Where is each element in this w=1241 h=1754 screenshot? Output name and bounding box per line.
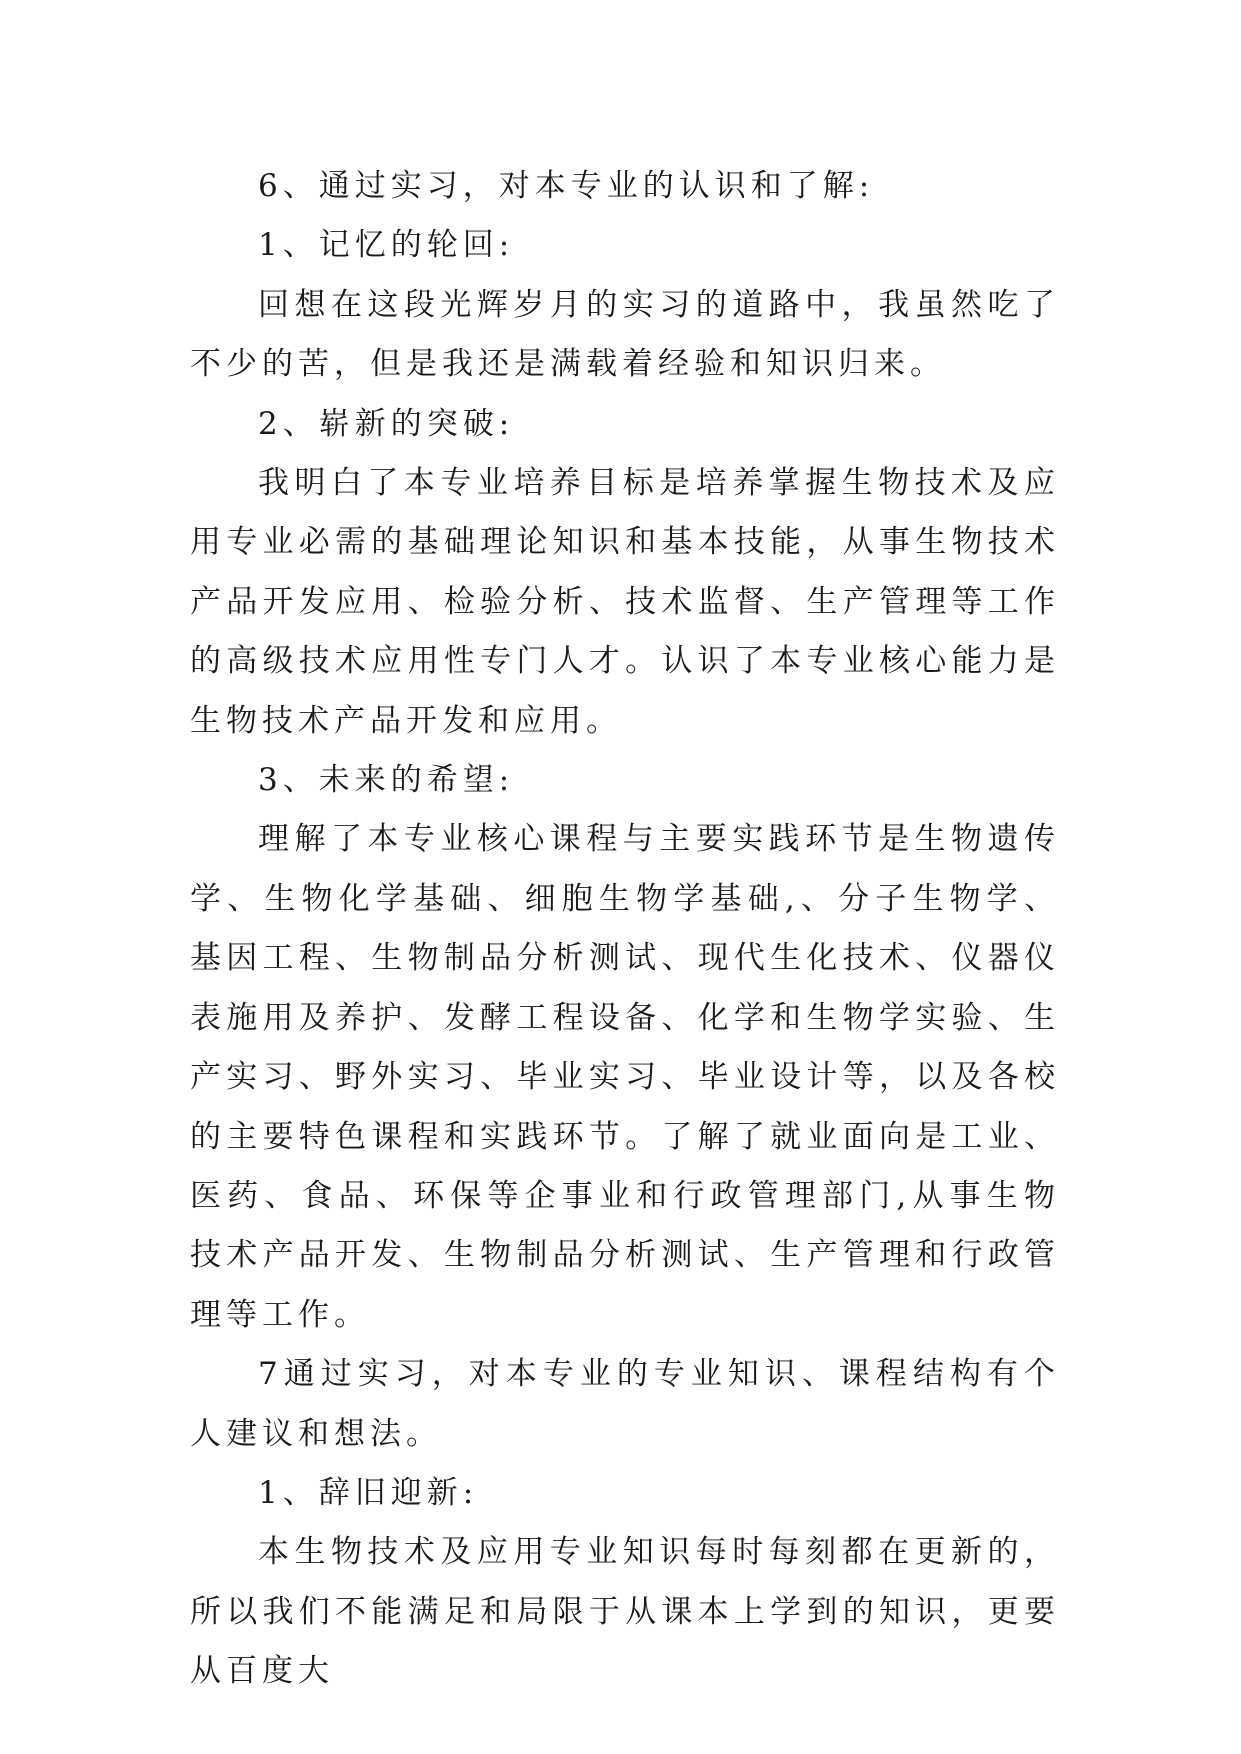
subheading-renewal: 1、辞旧迎新:	[258, 1474, 479, 1511]
heading-section-6: 6、通过实习，对本专业的认识和了解:	[258, 168, 875, 204]
paragraph-renewal: 本生物技术及应用专业知识每时每刻都在更新的，所以我们不能满足和局限于从课本上学到的知识，更要从百度大	[190, 1534, 1060, 1690]
subheading-future: 3、未来的希望:	[258, 762, 515, 799]
subheading-memory: 1、记忆的轮回:	[258, 227, 515, 264]
subheading-breakthrough: 2、崭新的突破:	[258, 405, 515, 442]
heading-section-7: 7通过实习，对本专业的专业知识、课程结构有个人建议和想法。	[190, 1356, 1060, 1452]
document-body	[190, 157, 1060, 1702]
paragraph-memory: 回想在这段光辉岁月的实习的道路中，我虽然吃了不少的苦，但是我还是满载着经验和知识归来。	[190, 286, 1060, 383]
paragraph-breakthrough: 我明白了本专业培养目标是培养掌握生物技术及应用专业必需的基础理论知识和基本技能，从事生物技术产品开发应用、检验分析、技术监督、生产管理等工作的高级技术应用性专门人才。认识了本专业核心能力是生物技术产品开发和应用。	[190, 465, 1060, 739]
paragraph-future: 理解了本专业核心课程与主要实践环节是生物遗传学、生物化学基础、细胞生物学基础,、分子生物学、基因工程、生物制品分析测试、现代生化技术、仪器仪表施用及养护、发酵工程设备、化学和生物学实验、生产实习、野外实习、毕业实习、毕业设计等，以及各校的主要特色课程和实践环节。了解了就业面向是工业、医药、食品、环保等企事业和行政管理部门,从事生物技术产品开发、生物制品分析测试、生产管理和行政管理等工作。	[190, 821, 1060, 1333]
